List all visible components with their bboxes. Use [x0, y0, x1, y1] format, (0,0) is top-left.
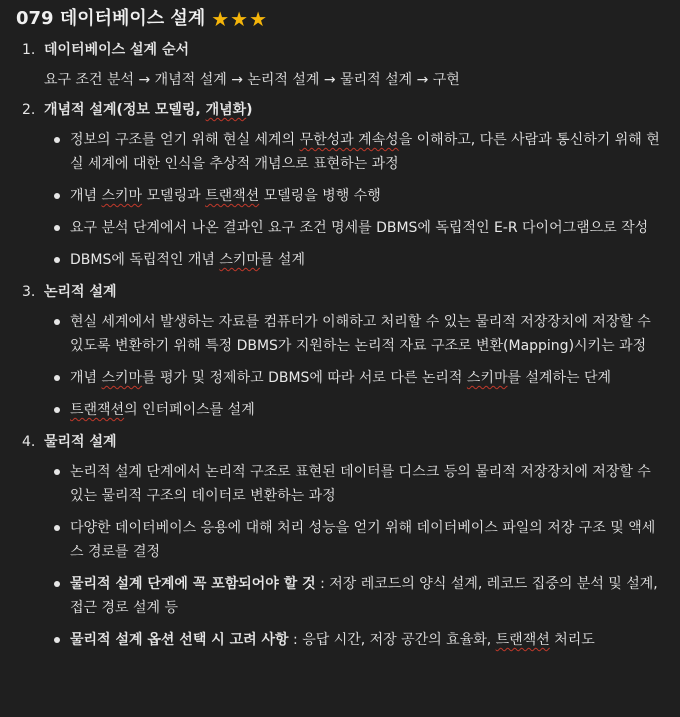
- list-item: 논리적 설계 단계에서 논리적 구조로 표현된 데이터를 디스크 등의 물리적 저장장치에 저장할 수 있는 물리적 구조의 데이터로 변환하는 과정: [44, 460, 666, 508]
- list-item: [44, 248, 666, 272]
- text: 정보의 구조를 얻기 위해 현실 세계의: [70, 132, 300, 148]
- section-title: 데이터베이스 설계 순서: [44, 42, 189, 58]
- text: 모델링을 병행 수행: [259, 188, 381, 204]
- text: 스키마: [219, 252, 260, 268]
- list-item: [44, 572, 666, 620]
- list-item: [44, 628, 666, 652]
- text: 개념: [70, 370, 102, 386]
- section-number: 2.: [22, 102, 36, 118]
- text: 스키마: [101, 370, 143, 386]
- text: : 응답 시간, 저장 공간의 효율화,: [288, 632, 496, 648]
- title-text: 079 데이터베이스 설계: [16, 8, 206, 29]
- text: 트랜잭션: [70, 402, 125, 418]
- list-item: [44, 398, 666, 422]
- bold-lead: 물리적 설계 옵션 선택 시 고려 사항: [70, 632, 289, 648]
- title-part: 개념적 설계(정보 모델링,: [44, 102, 206, 118]
- section-4: [16, 430, 666, 652]
- list-item: [44, 366, 666, 390]
- design-flow: 요구 조건 분석 → 개념적 설계 → 논리적 설계 → 물리적 설계 → 구현: [44, 72, 460, 88]
- text: 스키마: [466, 370, 508, 386]
- bullet-list: [44, 128, 666, 272]
- text: 무한성과 계속성: [299, 132, 399, 148]
- list-item: [44, 128, 666, 176]
- title-part: ): [246, 102, 253, 118]
- text: : 저장 레코드의 양식 설계, 레코드 집중의 분석 및 설계, 접근 경로 설계 등: [70, 576, 658, 616]
- text: 처리도: [549, 632, 595, 648]
- section-number: 1.: [22, 42, 36, 58]
- text: 트랜잭션: [495, 632, 550, 648]
- text: 를 설계하는 단계: [507, 370, 612, 386]
- section-1: [16, 38, 666, 92]
- text: 모델링과: [142, 188, 206, 204]
- section-title: [44, 98, 666, 122]
- text: DBMS에 독립적인 개념: [70, 252, 220, 268]
- list-item: 다양한 데이터베이스 응용에 대해 처리 성능을 얻기 위해 데이터베이스 파일의 저장 구조 및 액세스 경로를 결정: [44, 516, 666, 564]
- text: 을 이해하고, 다른 사람과 통신하기 위해 현실 세계에 대한 인식을 추상적 개념으로 표현하는 과정: [70, 132, 660, 172]
- text: 개념: [70, 188, 102, 204]
- section-list: [16, 38, 666, 652]
- text: 를 평가 및 정제하고 DBMS에 따라 서로 다른 논리적: [142, 370, 467, 386]
- bullet-list: [44, 460, 666, 652]
- list-item: 요구 분석 단계에서 나온 결과인 요구 조건 명세를 DBMS에 독립적인 E-R 다이어그램으로 작성: [44, 216, 666, 240]
- list-item: 현실 세계에서 발생하는 자료를 컴퓨터가 이해하고 처리할 수 있는 물리적 저장장치에 저장할 수 있도록 변환하기 위해 특정 DBMS가 지원하는 논리적 자료 구조로 변환(Mapping)시키는 과정: [44, 310, 666, 358]
- title-part: 개념화: [205, 102, 247, 118]
- bold-lead: 물리적 설계 단계에 꼭 포함되어야 할 것: [70, 576, 316, 592]
- section-number: 3.: [22, 284, 36, 300]
- text: 트랜잭션: [205, 188, 260, 204]
- section-title: 물리적 설계: [44, 434, 117, 450]
- page-title: [16, 4, 666, 34]
- section-number: 4.: [22, 434, 36, 450]
- star-rating-icon: ★★★: [211, 7, 269, 31]
- section-2: [16, 98, 666, 272]
- list-item: [44, 184, 666, 208]
- text: 스키마: [101, 188, 143, 204]
- text: 의 인터페이스를 설계: [124, 402, 255, 418]
- bullet-list: [44, 310, 666, 422]
- section-title: 논리적 설계: [44, 284, 117, 300]
- text: 를 설계: [259, 252, 305, 268]
- section-3: [16, 280, 666, 422]
